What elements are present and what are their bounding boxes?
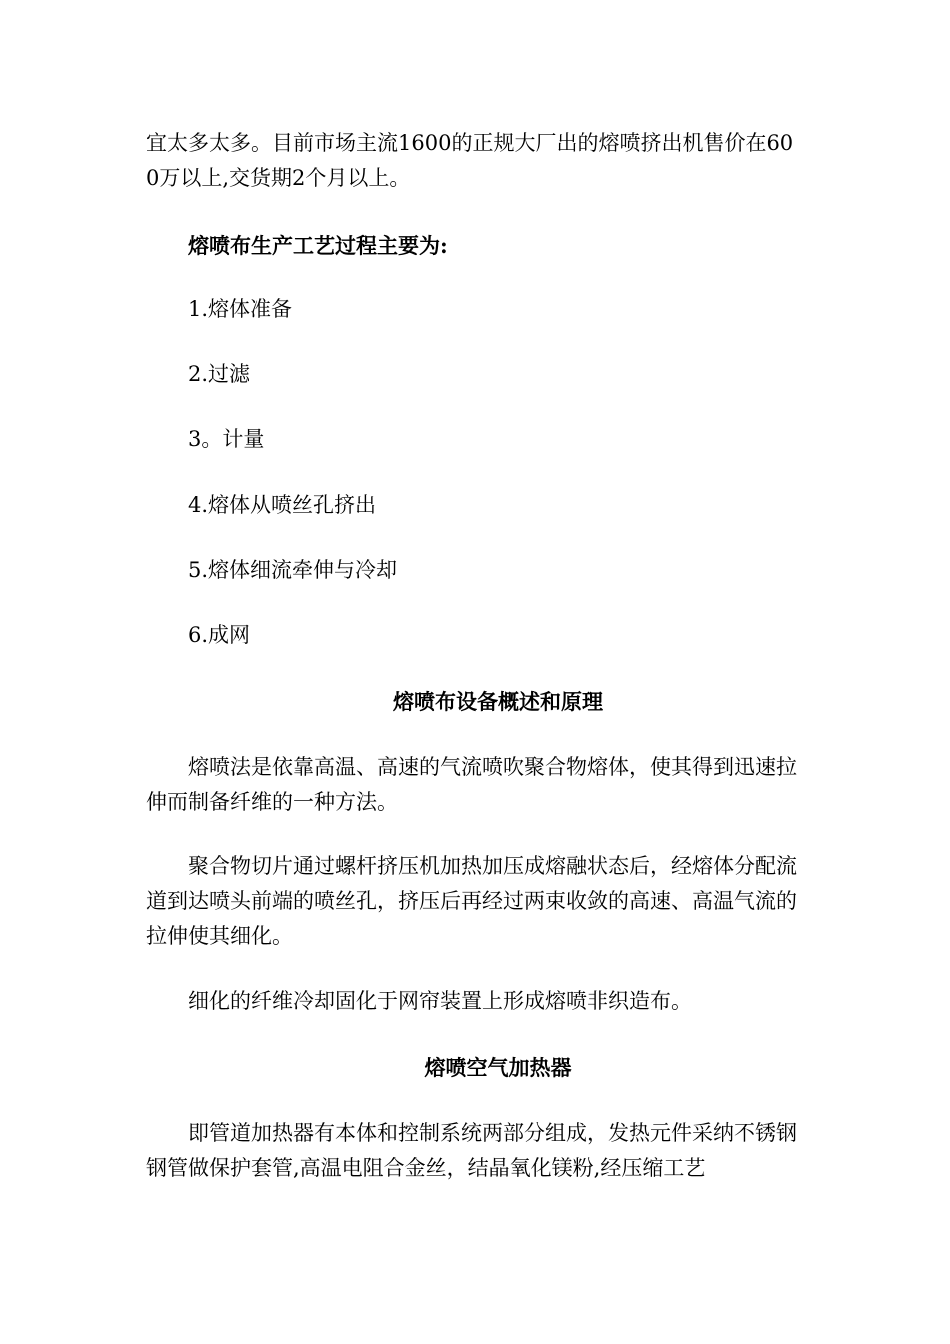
process-step-3: 3。计量 <box>188 427 265 451</box>
process-heading: 熔喷布生产工艺过程主要为: <box>188 233 448 258</box>
heater-paragraph: 即管道加热器有本体和控制系统两部分组成，发热元件采纳不锈钢钢管做保护套管,高温电阻合金丝，结晶氧化镁粉,经压缩工艺 <box>146 1121 797 1180</box>
process-step-1: 1.熔体准备 <box>188 297 293 321</box>
heater-heading: 熔喷空气加热器 <box>424 1055 572 1080</box>
equipment-paragraph-1: 熔喷法是依靠高温、高速的气流喷吹聚合物熔体，使其得到迅速拉伸而制备纤维的一种方法。 <box>146 755 797 814</box>
process-step-6: 6.成网 <box>188 623 251 647</box>
equipment-paragraph-3: 细化的纤维冷却固化于网帘装置上形成熔喷非织造布。 <box>188 989 692 1013</box>
process-step-2: 2.过滤 <box>188 362 251 386</box>
process-step-4: 4.熔体从喷丝孔挤出 <box>188 493 377 517</box>
intro-paragraph: 宜太多太多。目前市场主流1600的正规大厂出的熔喷挤出机售价在600万以上,交货期2个月以上。 <box>146 131 794 190</box>
process-step-5: 5.熔体细流牵伸与冷却 <box>188 558 398 582</box>
equipment-heading: 熔喷布设备概述和原理 <box>393 689 603 714</box>
equipment-paragraph-2: 聚合物切片通过螺杆挤压机加热加压成熔融状态后，经熔体分配流道到达喷头前端的喷丝孔，挤压后再经过两束收敛的高速、高温气流的拉伸使其细化。 <box>146 854 797 948</box>
